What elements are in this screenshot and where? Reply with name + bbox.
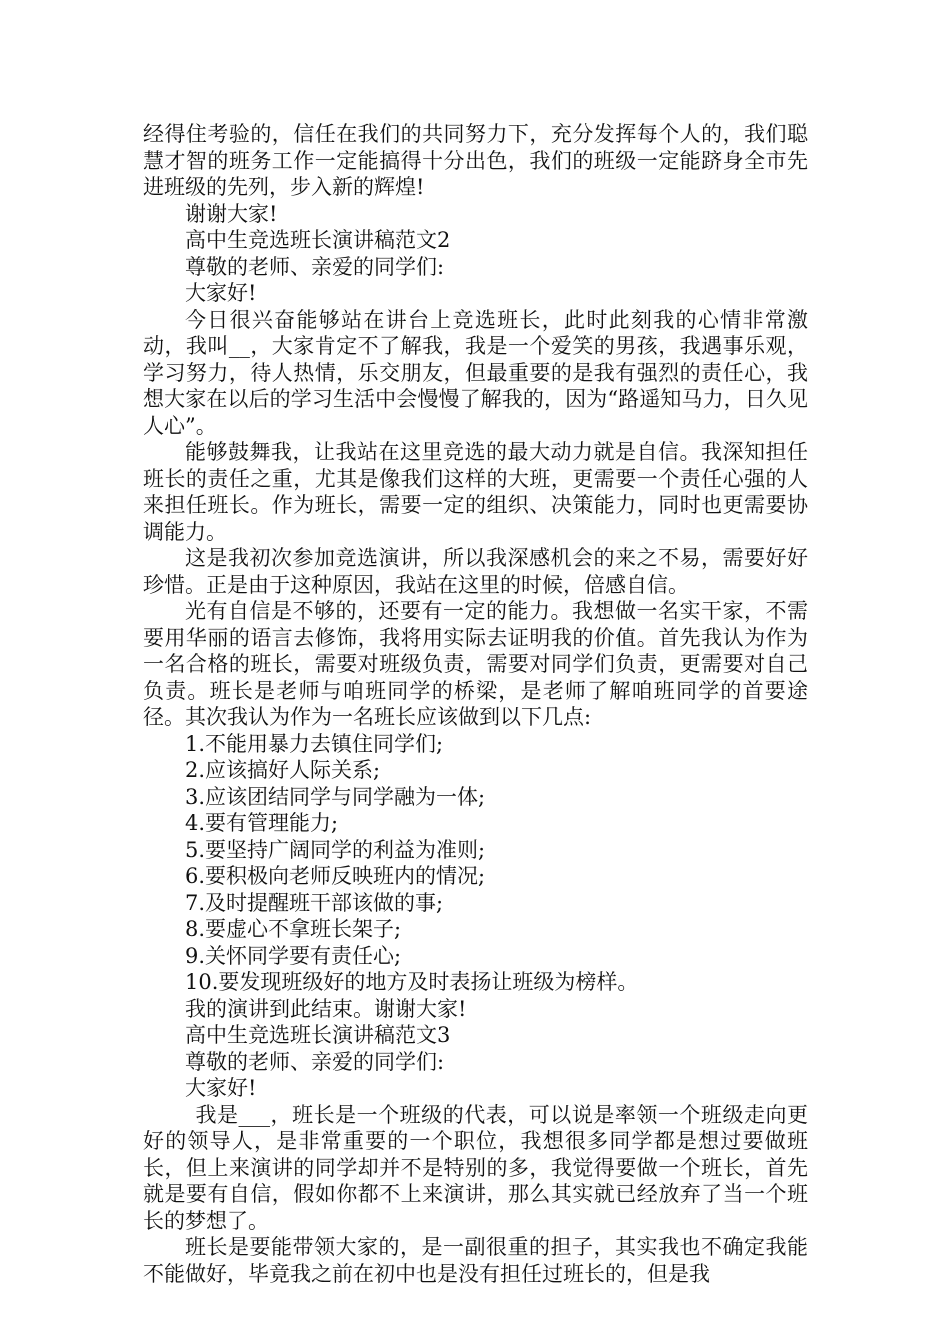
paragraph: 今日很兴奋能够站在讲台上竞选班长，此时此刻我的心情非常激动，我叫__，大家肯定不了解我，我是一个爱笑的男孩，我遇事乐观，学习努力，待人热情，乐交朋友，但最重要的是我有强烈的责任心，我想大家在以后的学习生活中会慢慢了解我的，因为“路遥知马力，日久见人心”。 [143, 307, 808, 438]
paragraph: 5.要坚持广阔同学的利益为准则; [185, 837, 486, 862]
paragraph: 大家好! [185, 281, 257, 305]
paragraph: 高中生竞选班长演讲稿范文3 [185, 1023, 451, 1047]
paragraph: 6.要积极向老师反映班内的情况; [185, 864, 486, 888]
paragraph: 9.关怀同学要有责任心; [185, 943, 402, 968]
paragraph: 班长是要能带领大家的，是一副很重的担子，其实我也不确定我能不能做好，毕竟我之前在初中也是没有担任过班长的，但是我 [143, 1235, 808, 1286]
document-body [143, 121, 808, 1287]
paragraph: 我的演讲到此结束。谢谢大家! [185, 996, 467, 1021]
paragraph: 经得住考验的，信任在我们的共同努力下，充分发挥每个人的，我们聪慧才智的班务工作一定能搞得十分出色，我们的班级一定能跻身全市先进班级的先列，步入新的辉煌! [143, 122, 808, 199]
paragraph: 我是___，班长是一个班级的代表，可以说是率领一个班级走向更好的领导人，是非常重要的一个职位，我想很多同学都是想过要做班长，但上来演讲的同学却并不是特别的多，我觉得要做一个班长，首先就是要有自信，假如你都不上来演讲，那么其实就已经放弃了当一个班长的梦想了。 [143, 1102, 808, 1233]
paragraph: 1.不能用暴力去镇住同学们; [185, 731, 444, 756]
paragraph: 能够鼓舞我，让我站在这里竞选的最大动力就是自信。我深知担任班长的责任之重，尤其是像我们这样的大班，更需要一个责任心强的人来担任班长。作为班长，需要一定的组织、决策能力，同时也更需要协调能力。 [143, 440, 808, 544]
paragraph: 大家好! [185, 1076, 257, 1100]
paragraph: 2.应该搞好人际关系; [185, 758, 381, 782]
paragraph: 4.要有管理能力; [185, 811, 339, 835]
paragraph: 光有自信是不够的，还要有一定的能力。我想做一名实干家，不需要用华丽的语言去修饰，我将用实际去证明我的价值。首先我认为作为一名合格的班长，需要对班级负责，需要对同学们负责，更需要对自己负责。班长是老师与咱班同学的桥梁，是老师了解咱班同学的首要途径。其次我认为作为一名班长应该做到以下几点: [143, 599, 808, 729]
paragraph: 谢谢大家! [185, 201, 278, 226]
paragraph: 10.要发现班级好的地方及时表扬让班级为榜样。 [185, 970, 639, 994]
paragraph: 尊敬的老师、亲爱的同学们: [185, 254, 445, 279]
paragraph: 8.要虚心不拿班长架子; [185, 917, 402, 941]
paragraph: 这是我初次参加竞选演讲，所以我深感机会的来之不易，需要好好珍惜。正是由于这种原因，我站在这里的时候，倍感自信。 [143, 546, 808, 597]
paragraph: 7.及时提醒班干部该做的事; [185, 890, 444, 915]
paragraph: 高中生竞选班长演讲稿范文2 [185, 228, 451, 252]
paragraph: 3.应该团结同学与同学融为一体; [185, 784, 486, 809]
paragraph: 尊敬的老师、亲爱的同学们: [185, 1049, 445, 1074]
